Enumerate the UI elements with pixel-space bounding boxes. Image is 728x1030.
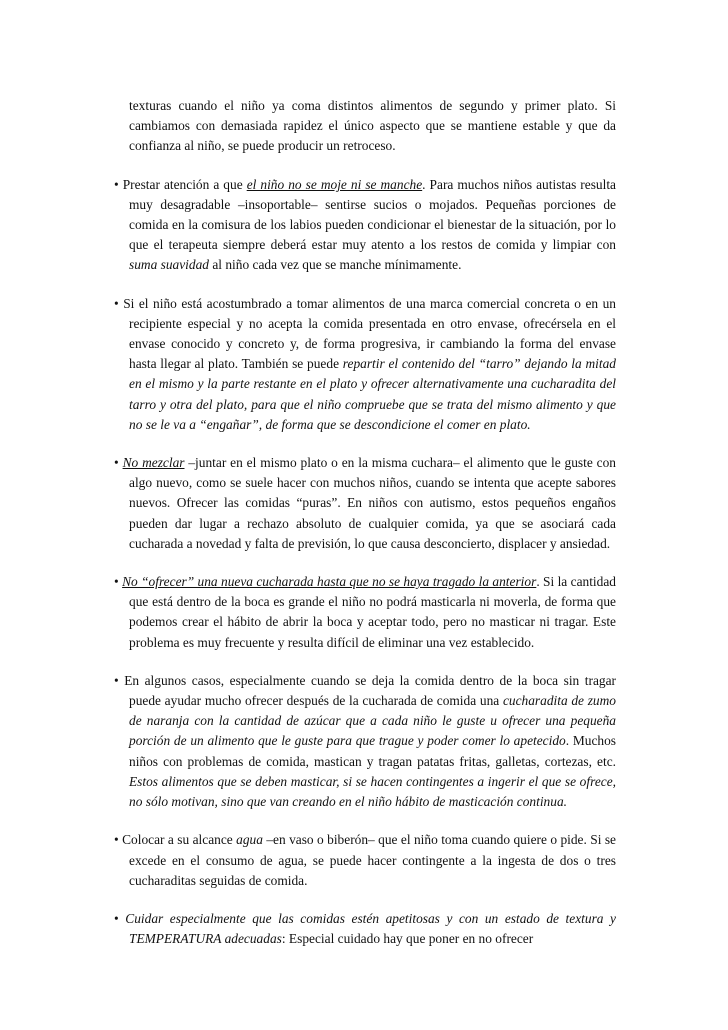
bullet-paragraph-container [114,294,616,435]
paragraph-text: al niño cada vez que se manche mínimamente. [208,257,462,273]
bullet-icon: • [114,574,119,590]
paragraph-text: –juntar en el mismo plato o en la misma cuchara– el alimento que le guste con algo nuevo, como se suele hacer con muchos niños, cuando se intenta que acepte sabores nuevos. Ofrecer las comidas “puras”. En niños con autismo, estos pequeños engaños pueden dar lugar a rechazo absoluto de cualquier comida, ya que se asociará cada cucharada a novedad y falta de previsión, lo que causa desconcierto, displacer y ansiedad. [129,455,616,551]
emphasis-text: cucharadita de zumo de naranja con la cantidad de azúcar que a cada niño le guste u ofrecer una pequeña porción de un alimento que le guste para que trague y poder comer lo apetecido [129,693,616,749]
paragraph-text: texturas cuando el niño ya coma distintos alimentos de segundo y primer plato. Si cambiamos con demasiada rapidez el único aspecto que se mantiene estable y que da confianza al niño, se puede producir un retroceso. [129,98,616,154]
emphasis-text: repartir el contenido del “tarro” dejando la mitad en el mismo y la parte restante en el plato y ofrecer alternativamente una cucharadita del tarro y otra del plato, para que el niño compruebe que se trata del mismo alimento y que no se le va a “engañar”, de forma que se descondicione el comer en plato. [129,356,616,432]
emphasis-text: suma suavidad [129,257,209,273]
emphasis-text: No mezclar [122,455,185,471]
bullet-paragraph-no-offer [114,572,616,653]
emphasis-text: agua [236,832,263,848]
paragraph-text: En algunos casos, especialmente cuando se deja la comida dentro de la boca sin tragar puede ayudar mucho ofrecer después de la cucharada de comida una [118,672,616,709]
bullet-icon: • [114,176,119,192]
emphasis-text: Estos alimentos que se deben masticar, si se hacen contingentes a ingerir el que se ofrece, no sólo motivan, sino que van creando en el niño hábito de masticación continua. [129,773,616,810]
bullet-icon: • [114,910,119,926]
bullet-paragraph-water [114,830,616,891]
paragraph-text: –en vaso o biberón– que el niño toma cuando quiere o pide. Si se excede en el consumo de agua, se puede hacer contingente a la ingesta de dos o tres cucharaditas seguidas de comida. [129,832,616,888]
emphasis-text: el niño no se moje ni se manche [246,176,423,192]
paragraph-text: Colocar a su alcance [118,832,237,848]
paragraph-continuation [114,96,616,157]
paragraph-text: . Para muchos niños autistas resulta muy desagradable –insoportable– sentirse sucios o mojados. Pequeñas porciones de comida en la comisura de los labios pueden condicionar el bienestar de la situación, por lo que el terapeuta siempre deberá estar muy atento a los restos de comida y limpiar con [129,176,616,253]
bullet-icon: • [114,832,119,848]
paragraph-text: : Especial cuidado hay que poner en no ofrecer [281,931,534,947]
document-body [114,96,616,967]
bullet-paragraph-temperature [114,909,616,949]
bullet-icon: • [114,455,119,471]
paragraph-text: . Muchos niños con problemas de comida, mastican y tragan patatas fritas, galletas, cortezas, etc. [129,733,616,769]
bullet-paragraph-juice [114,671,616,812]
bullet-paragraph-dirt [114,175,616,276]
paragraph-text: . Si la cantidad que está dentro de la boca es grande el niño no podrá masticarla ni moverla, de forma que podemos crear el hábito de abrir la boca y aceptar todo, pero no masticar ni tragar. Este problema es muy frecuente y resulta difícil de eliminar una vez establecido. [129,574,616,650]
emphasis-text: Cuidar especialmente que las comidas estén apetitosas y con un estado de textura y TEMPERATURA adecuadas [125,910,616,947]
paragraph-text: Prestar atención a que [118,176,247,192]
bullet-paragraph-no-mix [114,453,616,554]
emphasis-text: No “ofrecer” una nueva cucharada hasta que no se haya tragado la anterior [122,574,537,590]
bullet-icon: • [114,672,119,688]
bullet-icon: • [114,295,119,311]
paragraph-text: Si el niño está acostumbrado a tomar alimentos de una marca comercial concreta o en un recipiente especial y no acepta la comida presentada en otro envase, ofrecérsela en el envase conocido y concreto y, de forma progresiva, ir cambiando la forma del envase hasta llegar al plato. También se puede [118,295,616,372]
